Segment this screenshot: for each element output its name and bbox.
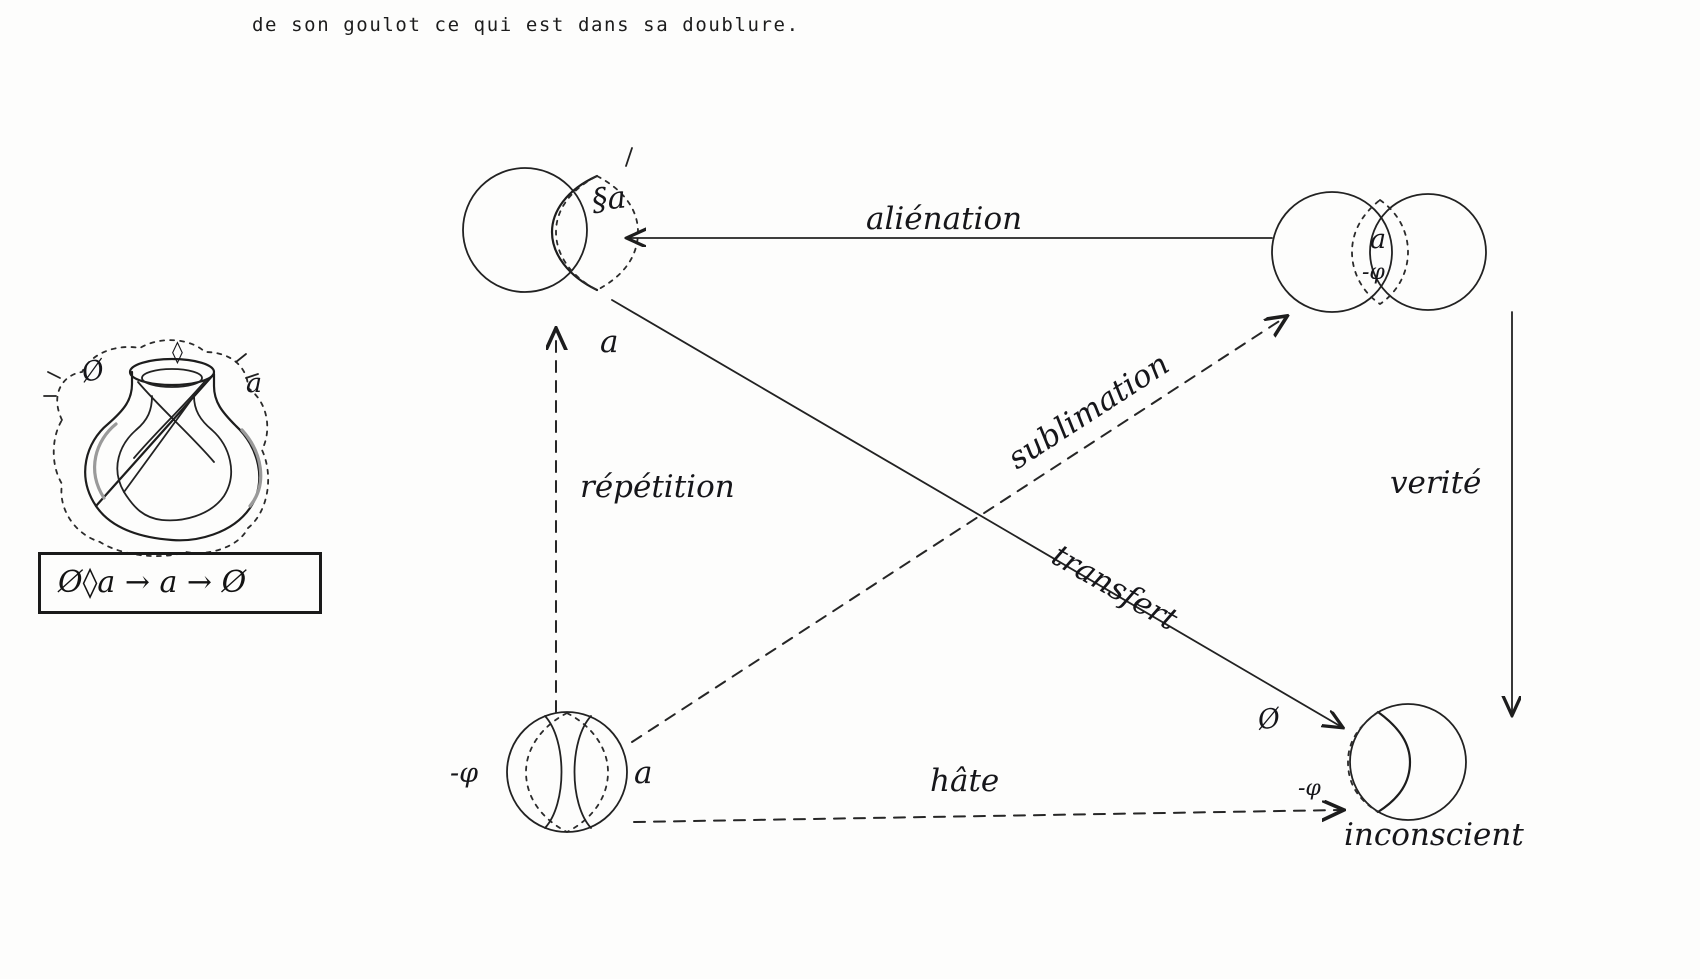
bottle-label-diamond: ◊ — [172, 340, 183, 365]
edge-label-repetition: répétition — [580, 469, 735, 505]
node-top-right-label-2: -φ — [1362, 260, 1385, 285]
edge-label-sublimation: sublimation — [1001, 346, 1176, 477]
node-bottom-left-shape — [507, 712, 627, 832]
node-bottom-right-caption: inconscient — [1344, 817, 1524, 853]
node-bottom-left-label-1: -φ — [450, 758, 479, 789]
bottle-label-slashed-s: Ø — [79, 354, 108, 389]
edge-transfert-line — [612, 300, 1340, 726]
node-bottom-right-shape — [1348, 704, 1466, 820]
edge-label-verite: verité — [1390, 465, 1482, 501]
page-caption: de son goulot ce qui est dans sa doublure. — [252, 14, 800, 36]
node-bottom-right-label-2: -φ — [1298, 776, 1321, 801]
node-top-left-label-1: §a — [590, 179, 628, 219]
edge-label-alienation: aliénation — [866, 201, 1023, 237]
node-top-right-label-1: a — [1370, 224, 1387, 255]
klein-bottle-sketch — [44, 340, 268, 556]
edge-hate-line — [634, 810, 1340, 822]
edge-label-hate: hâte — [930, 763, 1000, 799]
bottle-label-a: a — [246, 368, 263, 399]
edge-sublimation-line — [632, 318, 1284, 742]
formula-text: Ø◊a → a → Ø — [58, 565, 247, 600]
edge-label-transfert: transfert — [1045, 537, 1184, 638]
node-bottom-left-label-2: a — [634, 755, 653, 791]
formula-box — [38, 552, 322, 614]
node-bottom-right-label-1: Ø — [1255, 702, 1283, 737]
node-top-left-label-2: a — [600, 324, 619, 360]
